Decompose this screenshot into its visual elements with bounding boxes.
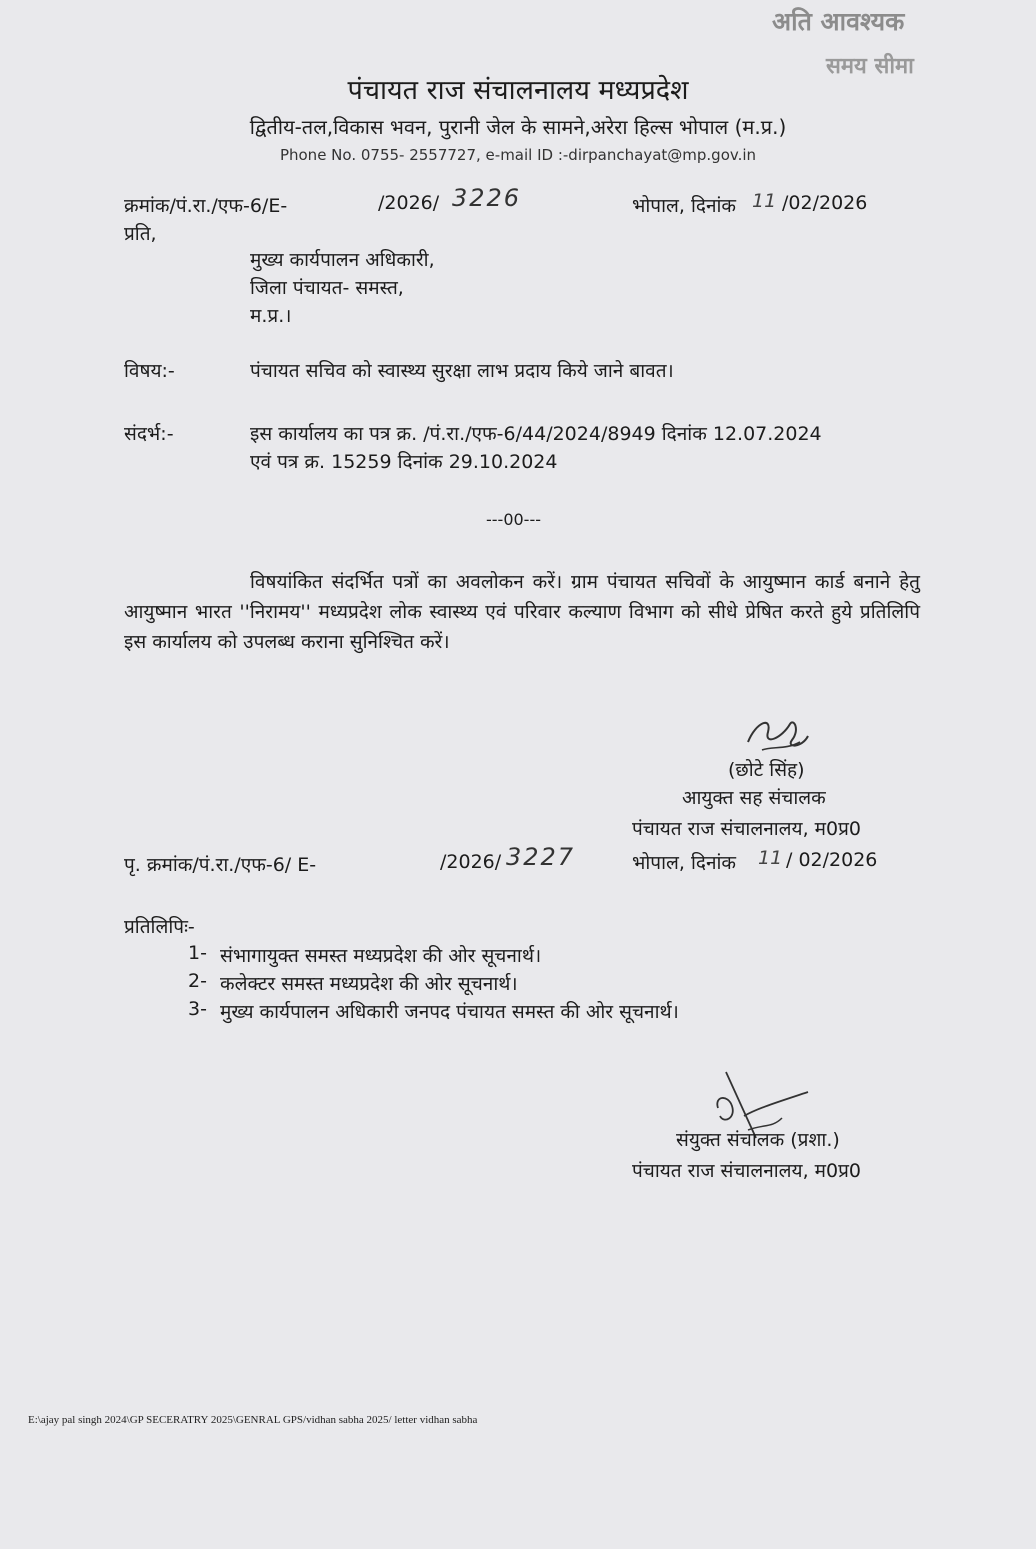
copy-to-label: प्रतिलिपिः-: [124, 916, 195, 938]
handwritten-letter-number: 3226: [452, 184, 522, 212]
time-limit-stamp: समय सीमा: [826, 53, 914, 79]
to-label: प्रति,: [124, 223, 157, 245]
signatory-2-office: पंचायत राज संचालनालय, म0प्र0: [632, 1160, 862, 1182]
copy-to-item-3-num: 3-: [188, 998, 207, 1020]
signatory-1-name: (छोटे सिंह): [728, 759, 805, 781]
copy-to-item-3: मुख्य कार्यपालन अधिकारी जनपद पंचायत समस्त की ओर सूचनार्थ।: [220, 1001, 679, 1023]
handwritten-endorsement-day: 11: [758, 847, 783, 869]
reference-label: संदर्भ:-: [124, 423, 174, 445]
office-contact: Phone No. 0755- 2557727, e-mail ID :-dirpanchayat@mp.gov.in: [279, 146, 757, 164]
reference-line-2: एवं पत्र क्र. 15259 दिनांक 29.10.2024: [250, 451, 558, 473]
endorsement-date-prefix: भोपाल, दिनांक: [632, 852, 737, 874]
subject-text: पंचायत सचिव को स्वास्थ्य सुरक्षा लाभ प्रदाय किये जाने बावत।: [250, 360, 674, 382]
copy-to-item-2: कलेक्टर समस्त मध्यप्रदेश की ओर सूचनार्थ।: [220, 973, 518, 995]
handwritten-endorsement-number: 3227: [506, 843, 576, 871]
signatory-1-designation: आयुक्त सह संचालक: [682, 787, 826, 809]
reference-line-1: इस कार्यालय का पत्र क्र. /पं.रा./एफ-6/44/2024/8949 दिनांक 12.07.2024: [250, 423, 822, 445]
letter-date-prefix: भोपाल, दिनांक: [632, 195, 737, 217]
signature-1-image: [742, 712, 812, 762]
signatory-1-office: पंचायत राज संचालनालय, म0प्र0: [632, 818, 862, 840]
signatory-2-designation: संयुक्त संचालक (प्रशा.): [676, 1129, 840, 1151]
letter-date-suffix: /02/2026: [782, 192, 868, 214]
copy-to-item-1: संभागायुक्त समस्त मध्यप्रदेश की ओर सूचनार्थ।: [220, 945, 542, 967]
file-path-footer: E:\ajay pal singh 2024\GP SECERATRY 2025\GENRAL GPS/vidhan sabha 2025/ letter vidhan sabha: [28, 1414, 478, 1426]
endorsement-date-suffix: / 02/2026: [786, 849, 878, 871]
recipient-line-2: जिला पंचायत- समस्त,: [250, 277, 404, 299]
recipient-line-1: मुख्य कार्यपालन अधिकारी,: [250, 249, 435, 271]
endorsement-year: /2026/: [440, 851, 502, 873]
copy-to-item-1-num: 1-: [188, 942, 207, 964]
copy-to-item-2-num: 2-: [188, 970, 207, 992]
endorsement-number-prefix: पृ. क्रमांक/पं.रा./एफ-6/ E-: [124, 854, 317, 876]
body-paragraph: विषयांकित संदर्भित पत्रों का अवलोकन करें। ग्राम पंचायत सचिवों के आयुष्मान कार्ड बनाने हेतु आयुष्मान भारत ''निरामय'' मध्यप्रदेश लोक स्वास्थ्य एवं परिवार कल्याण विभाग को सीधे प्रेषित करते हुये प्रतिलिपि इस कार्यालय को उपलब्ध कराना सुनिश्चित करें।: [124, 571, 920, 653]
section-divider: ---00---: [486, 510, 541, 529]
office-title: पंचायत राज संचालनालय मध्यप्रदेश: [347, 75, 689, 106]
handwritten-letter-day: 11: [752, 190, 777, 212]
letter-year: /2026/: [378, 192, 440, 214]
subject-label: विषय:-: [124, 360, 175, 382]
recipient-line-3: म.प्र.।: [250, 305, 292, 327]
letter-number-prefix: क्रमांक/पं.रा./एफ-6/E-: [124, 195, 288, 217]
priority-stamp: अति आवश्यक: [772, 7, 905, 36]
office-address: द्वितीय-तल,विकास भवन, पुरानी जेल के सामने,अरेरा हिल्स भोपाल (म.प्र.): [249, 115, 787, 139]
